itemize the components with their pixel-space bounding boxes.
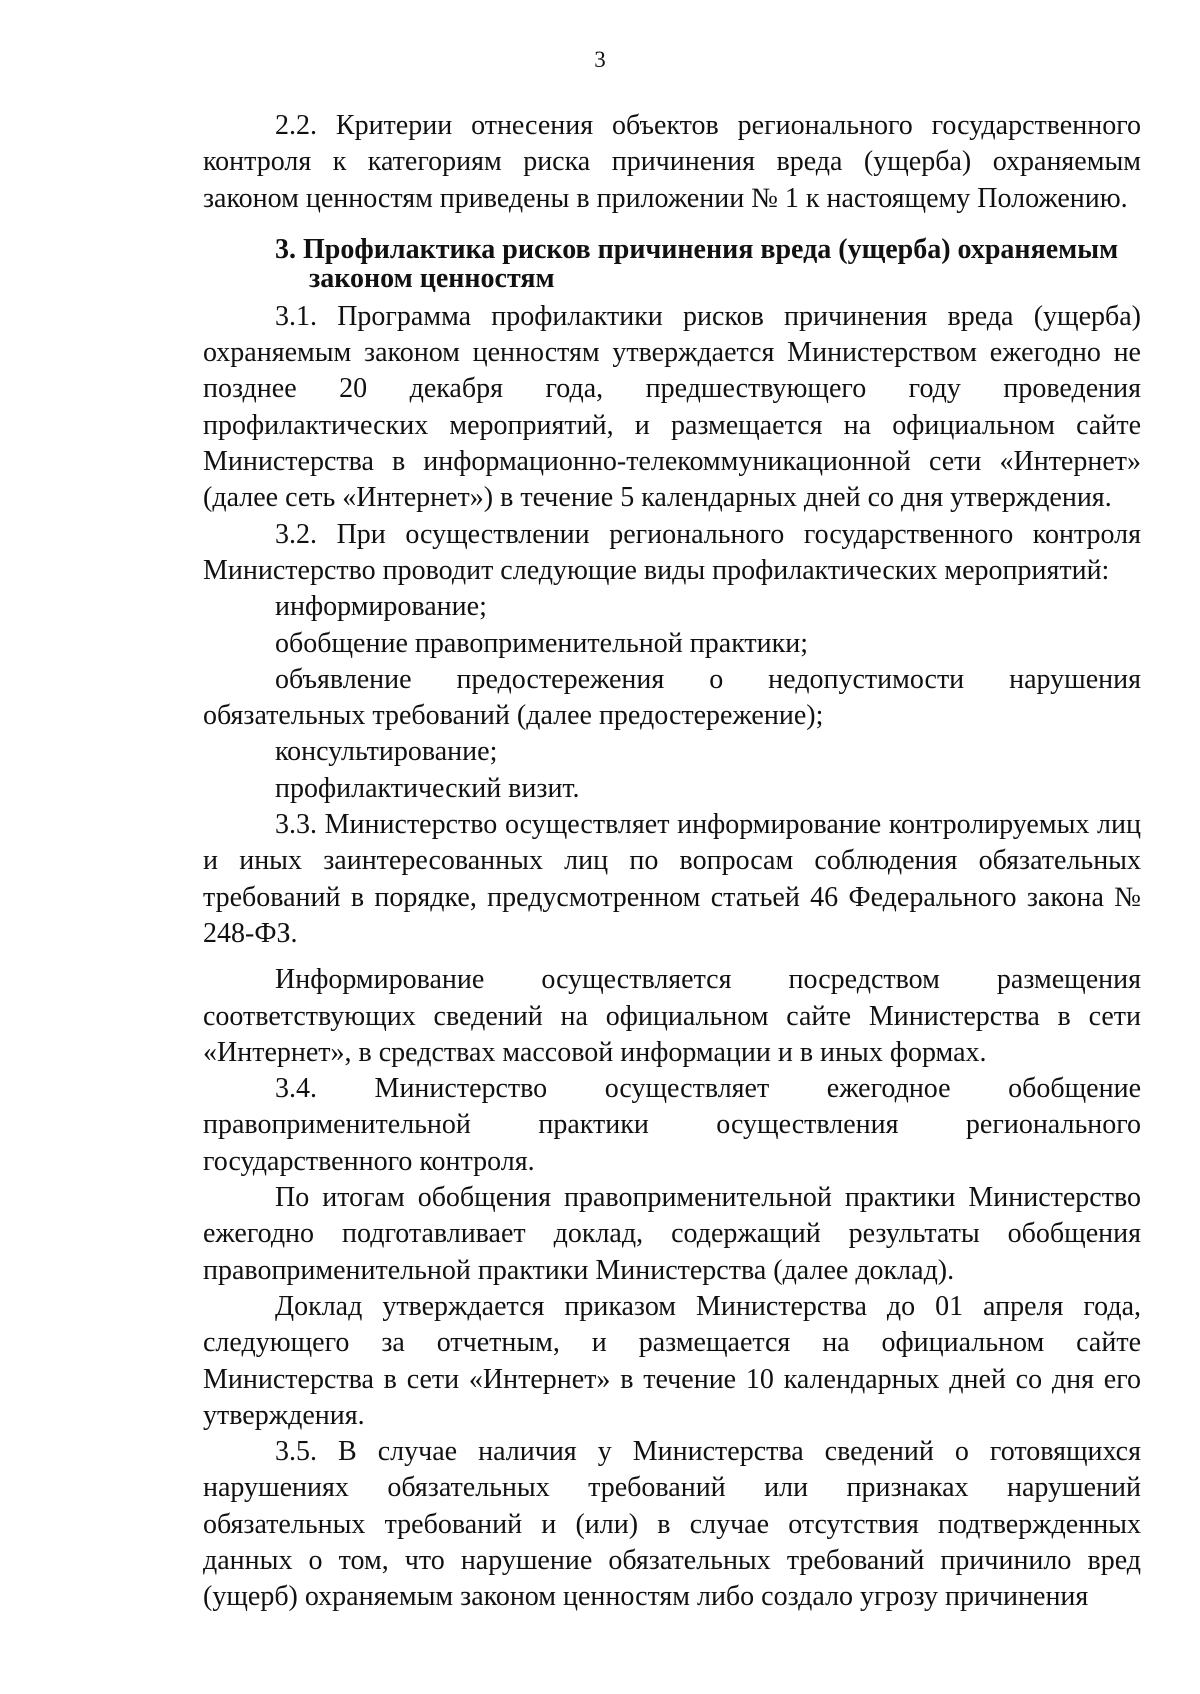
paragraph-results: По итогам обобщения правоприменительной практики Министерство ежегодно подготавливает доклад, содержащий результаты обобщения правоприменительной практики Министерства (далее доклад). <box>203 1182 1141 1286</box>
document-body <box>203 108 1141 1616</box>
list-item: информирование; <box>275 591 487 623</box>
list-item: объявление предостережения о недопустимости нарушения обязательных требований (далее предостережение); <box>203 663 1141 732</box>
paragraph-2-2: 2.2. Критерии отнесения объектов регионального государственного контроля к категориям риска причинения вреда (ущерба) охраняемым законом ценностям приведены в приложении № 1 к настоящему Положению. <box>203 110 1141 214</box>
section-3-heading <box>275 235 1141 293</box>
paragraph-informing: Информирование осуществляется посредством размещения соответствующих сведений на официальном сайте Министерства в сети «Интернет», в средствах массовой информации и в иных формах. <box>203 964 1141 1068</box>
paragraph-3-1: 3.1. Программа профилактики рисков причинения вреда (ущерба) охраняемым законом ценностям утверждается Министерством ежегодно не позднее 20 декабря года, предшествующего году проведения профилактических мероприятий, и размещается на официальном сайте Министерства в информационно-телекоммуникационной сети «Интернет» (далее сеть «Интернет») в течение 5 календарных дней со дня утверждения. <box>203 300 1141 514</box>
paragraph-3-5: 3.5. В случае наличия у Министерства сведений о готовящихся нарушениях обязательных требований или признаках нарушений обязательных требований и (или) в случае отсутствия подтвержденных данных о том, что нарушение обязательных требований причинило вред (ущерб) охраняемым законом ценностям либо создало угрозу причинения <box>203 1436 1141 1613</box>
paragraph-3-2: 3.2. При осуществлении регионального государственного контроля Министерство проводит следующие виды профилактических мероприятий: <box>203 518 1141 586</box>
page-number: 3 <box>594 47 606 72</box>
list-item: обобщение правоприменительной практики; <box>275 627 809 659</box>
paragraph-3-3: 3.3. Министерство осуществляет информирование контролируемых лиц и иных заинтересованных лиц по вопросам соблюдения обязательных требований в порядке, предусмотренном статьей 46 Федерального закона № 248-ФЗ. <box>203 809 1141 949</box>
paragraph-3-4: 3.4. Министерство осуществляет ежегодное обобщение правоприменительной практики осуществления регионального государственного контроля. <box>203 1073 1141 1177</box>
paragraph-report: Доклад утверждается приказом Министерства до 01 апреля года, следующего за отчетным, и размещается на официальном сайте Министерства в сети «Интернет» в течение 10 календарных дней со дня его утверждения. <box>203 1290 1141 1431</box>
list-item: профилактический визит. <box>275 772 580 804</box>
section-3-heading-line2: законом ценностям <box>309 262 555 294</box>
list-item: консультирование; <box>275 736 498 768</box>
section-3-heading-line1: 3. Профилактика рисков причинения вреда (ущерба) охраняемым <box>275 233 1119 265</box>
